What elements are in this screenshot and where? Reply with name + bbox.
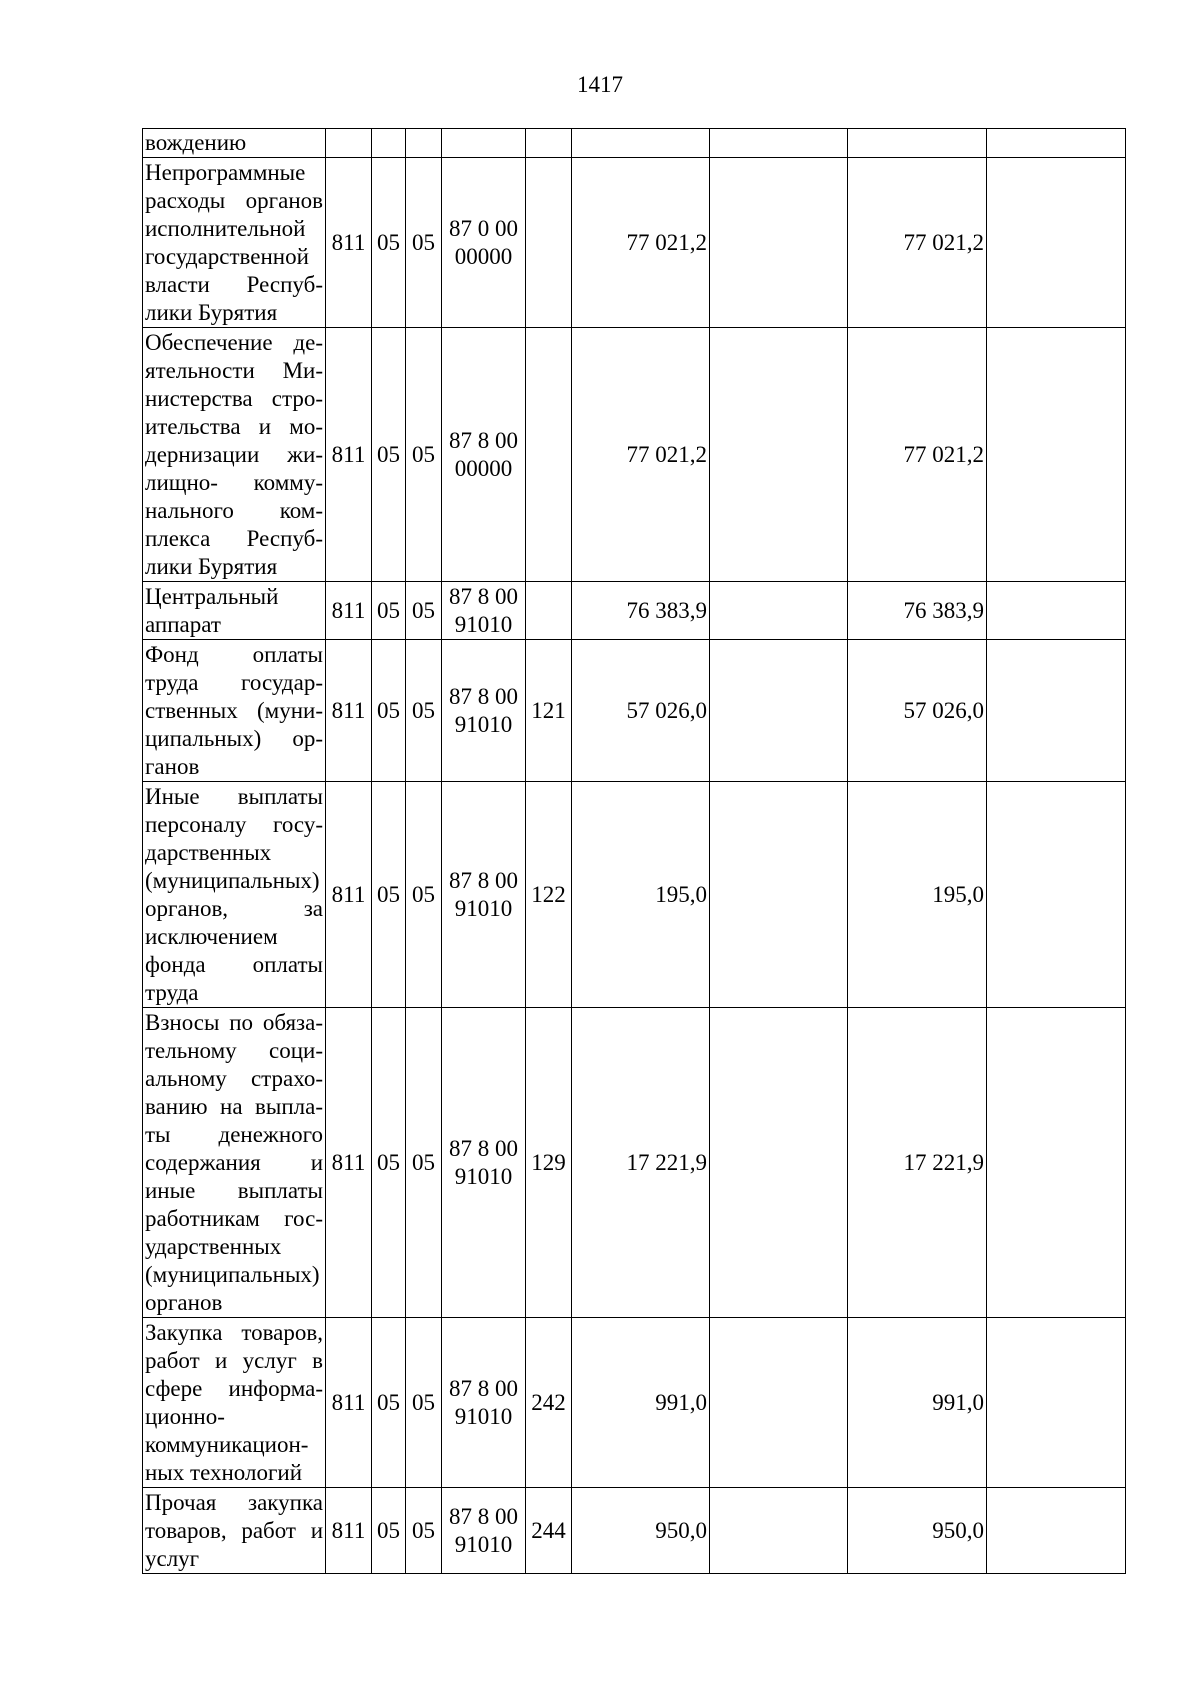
amount-1: 17 221,9 (572, 1008, 710, 1318)
amount-2 (710, 582, 848, 640)
csr-code: 87 8 00 91010 (442, 582, 526, 640)
pr-code: 05 (406, 1318, 442, 1488)
amount-4 (987, 158, 1126, 328)
amount-1 (572, 129, 710, 158)
csr-code: 87 0 00 00000 (442, 158, 526, 328)
amount-2 (710, 1318, 848, 1488)
csr-code: 87 8 00 91010 (442, 1008, 526, 1318)
row-name: вождению (143, 129, 326, 158)
amount-2 (710, 782, 848, 1008)
ved-code: 811 (326, 1488, 372, 1574)
amount-1: 950,0 (572, 1488, 710, 1574)
amount-4 (987, 1008, 1126, 1318)
rz-code: 05 (372, 1318, 406, 1488)
vr-code (526, 129, 572, 158)
rz-code: 05 (372, 582, 406, 640)
pr-code: 05 (406, 582, 442, 640)
row-name: Центральный аппарат (143, 582, 326, 640)
amount-1: 76 383,9 (572, 582, 710, 640)
pr-code (406, 129, 442, 158)
row-name: Фонд оплаты труда государственных (муниципальных) органов (143, 640, 326, 782)
amount-2 (710, 1008, 848, 1318)
amount-4 (987, 782, 1126, 1008)
amount-2 (710, 328, 848, 582)
table-row (143, 582, 1126, 640)
amount-1: 991,0 (572, 1318, 710, 1488)
vr-code (526, 582, 572, 640)
pr-code: 05 (406, 1488, 442, 1574)
rz-code: 05 (372, 328, 406, 582)
table-row (143, 129, 1126, 158)
amount-3: 76 383,9 (848, 582, 987, 640)
row-name: Обеспечение деятельности Министерства строительства и модернизации жилищно- коммунального комплекса Республики Бурятия (143, 328, 326, 582)
vr-code (526, 328, 572, 582)
vr-code: 129 (526, 1008, 572, 1318)
vr-code: 244 (526, 1488, 572, 1574)
row-name: Закупка товаров, работ и услуг в сфере информационно-коммуникационных технологий (143, 1318, 326, 1488)
row-name: Непрограммные расходы органов исполнительной государственной власти Республики Бурятия (143, 158, 326, 328)
amount-3: 17 221,9 (848, 1008, 987, 1318)
table-row (143, 328, 1126, 582)
vr-code: 121 (526, 640, 572, 782)
amount-4 (987, 640, 1126, 782)
csr-code: 87 8 00 91010 (442, 1488, 526, 1574)
table-row (143, 158, 1126, 328)
amount-3: 77 021,2 (848, 158, 987, 328)
pr-code: 05 (406, 640, 442, 782)
amount-4 (987, 582, 1126, 640)
amount-4 (987, 1488, 1126, 1574)
row-name: Взносы по обязательному социальному страхованию на выплаты денежного содержания и иные выплаты работникам государственных (муниципальных) органов (143, 1008, 326, 1318)
table-row (143, 1318, 1126, 1488)
table-row (143, 782, 1126, 1008)
table-row (143, 1008, 1126, 1318)
amount-3: 195,0 (848, 782, 987, 1008)
amount-4 (987, 328, 1126, 582)
rz-code (372, 129, 406, 158)
vr-code: 242 (526, 1318, 572, 1488)
amount-2 (710, 129, 848, 158)
amount-2 (710, 158, 848, 328)
vr-code: 122 (526, 782, 572, 1008)
ved-code (326, 129, 372, 158)
vr-code (526, 158, 572, 328)
amount-3: 77 021,2 (848, 328, 987, 582)
amount-2 (710, 640, 848, 782)
csr-code: 87 8 00 91010 (442, 782, 526, 1008)
amount-1: 77 021,2 (572, 328, 710, 582)
ved-code: 811 (326, 328, 372, 582)
amount-3: 950,0 (848, 1488, 987, 1574)
csr-code: 87 8 00 00000 (442, 328, 526, 582)
page-number: 1417 (577, 72, 623, 97)
amount-1: 57 026,0 (572, 640, 710, 782)
rz-code: 05 (372, 158, 406, 328)
csr-code: 87 8 00 91010 (442, 1318, 526, 1488)
table-row (143, 1488, 1126, 1574)
rz-code: 05 (372, 782, 406, 1008)
ved-code: 811 (326, 1008, 372, 1318)
budget-table (142, 128, 1126, 1574)
amount-4 (987, 1318, 1126, 1488)
amount-1: 195,0 (572, 782, 710, 1008)
ved-code: 811 (326, 782, 372, 1008)
ved-code: 811 (326, 1318, 372, 1488)
ved-code: 811 (326, 158, 372, 328)
csr-code: 87 8 00 91010 (442, 640, 526, 782)
pr-code: 05 (406, 782, 442, 1008)
csr-code (442, 129, 526, 158)
rz-code: 05 (372, 640, 406, 782)
amount-3 (848, 129, 987, 158)
row-name: Прочая закупка товаров, работ и услуг (143, 1488, 326, 1574)
rz-code: 05 (372, 1008, 406, 1318)
pr-code: 05 (406, 158, 442, 328)
amount-4 (987, 129, 1126, 158)
amount-3: 57 026,0 (848, 640, 987, 782)
pr-code: 05 (406, 328, 442, 582)
pr-code: 05 (406, 1008, 442, 1318)
amount-1: 77 021,2 (572, 158, 710, 328)
table-row (143, 640, 1126, 782)
amount-2 (710, 1488, 848, 1574)
ved-code: 811 (326, 640, 372, 782)
ved-code: 811 (326, 582, 372, 640)
amount-3: 991,0 (848, 1318, 987, 1488)
rz-code: 05 (372, 1488, 406, 1574)
row-name: Иные выплаты персоналу государственных (муниципальных) органов, за исключением фонда оплаты труда (143, 782, 326, 1008)
